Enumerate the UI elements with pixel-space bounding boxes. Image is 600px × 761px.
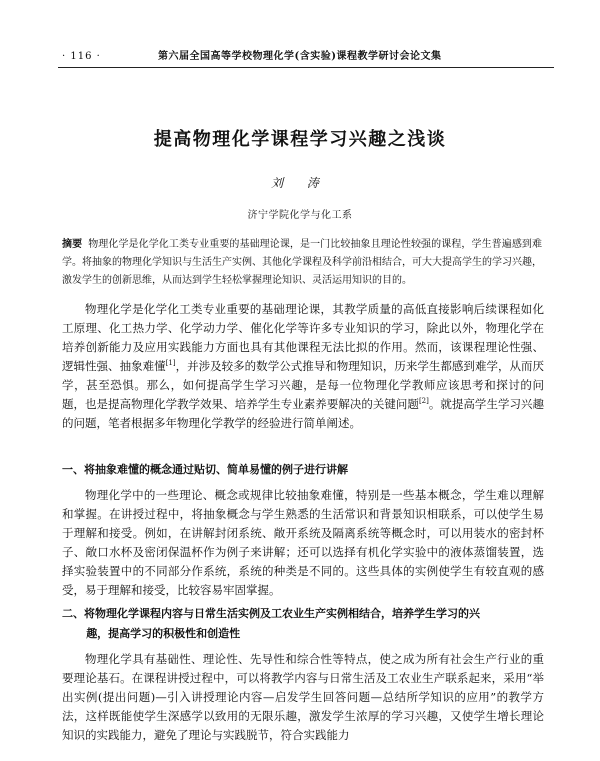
intro-text-a: 物理化学是化学化工类专业重要的基础理论课，其教学质量的高低直接影响后续课程如化工原理、化工热力学、化学动力学、催化化学等许多专业知识的学习，除此以外，物理化学在培养创新能力及应用实践能力方面也具有其他课程无法比拟的作用。然而，该课程理论性强、逻辑性强、抽象难懂	[62, 302, 544, 373]
citation-ref: [2]	[418, 397, 429, 406]
header-divider	[58, 67, 554, 68]
author-name: 刘 涛	[271, 176, 329, 190]
author-affiliation: 济宁学院化学与化工系	[247, 210, 353, 221]
section-paragraph: 物理化学具有基础性、理论性、先导性和综合性等特点，使之成为所有社会生产行业的重要理论基石。在课程讲授过程中，可以将教学内容与日常生活及工农业生产联系起来，采用“举出实例(提出问题)—引入讲授理论内容—启发学生回答问题—总结所学知识的应用”的教学方法，这样既能使学生深感学以致用的无限乐趣，激发学生浓厚的学习兴趣，又使学生增长理论知识的实践能力，避免了理论与实践脱节，符合实践能力	[62, 652, 544, 742]
running-header	[62, 49, 552, 65]
abstract-text: 物理化学是化学化工类专业重要的基础理论课，是一门比较抽象且理论性较强的课程，学生普遍感到难学。将抽象的物理化学知识与生活生产实例、其他化学课程及科学前沿相结合，可大大提高学生的学习兴趣，激发学生的创新思维，从而达到学生轻松掌握理论知识、灵活运用知识的目的。	[62, 239, 543, 286]
citation-ref: [1]	[165, 359, 176, 368]
section-heading-line: 趣，提高学习的积极性和创造性	[86, 627, 241, 640]
section-heading-line: 二、将物理化学课程内容与日常生活实例及工农业生产实例相结合，培养学生学习的兴	[62, 607, 480, 620]
section-paragraph: 物理化学中的一些理论、概念或规律比较抽象难懂，特别是一些基本概念，学生难以理解和掌握。在讲授过程中，将抽象概念与学生熟悉的生活常识和背景知识相联系，可以使学生易于理解和接受。例如，在讲解封闭系统、敞开系统及隔离系统等概念时，可以用装水的密封杯子、敞口水杯及密闭保温杯作为例子来讲解；还可以选择有机化学实验中的液体蒸馏装置，选择实验装置中的不同部分作系统，系统的种类是不同的。这些具体的实例使学生有较直观的感受，易于理解和接受，比较容易牢固掌握。	[62, 488, 544, 597]
abstract-label: 摘要	[62, 239, 83, 250]
article-title: 提高物理化学课程学习兴趣之浅谈	[153, 129, 447, 150]
conference-title: 第六届全国高等学校物理化学(含实验)课程教学研讨会论文集	[158, 51, 442, 62]
intro-text-c: 。就提高学生学习兴趣的问题，笔者根据多年物理化学教学的经验进行简单阐述。	[62, 397, 544, 430]
section-heading	[62, 604, 544, 644]
page-number: · 116 ·	[62, 51, 101, 62]
abstract	[62, 236, 542, 290]
section-heading: 一、将抽象难懂的概念通过贴切、简单易懂的例子进行讲解	[62, 463, 348, 476]
intro-paragraph	[62, 300, 544, 433]
intro-text-b: ，并涉及较多的数学公式推导和物理知识，历来学生都感到难学，从而厌学，甚至恐惧。那么，如何提高学生学习兴趣，是每一位物理化学教师应该思考和探讨的问题，也是提高物理化学教学效果、培养学生专业素养要解决的关键问题	[62, 359, 545, 411]
